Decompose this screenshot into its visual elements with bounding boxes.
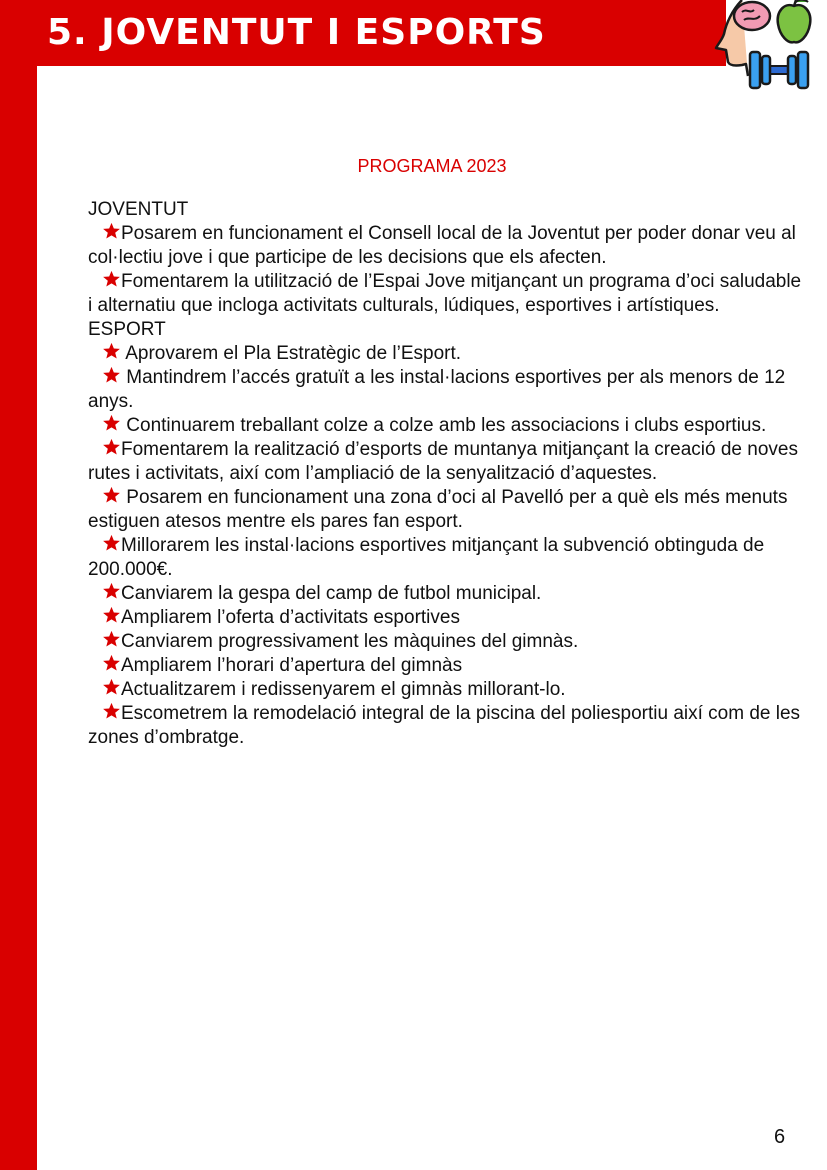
list-item: Continuarem treballant colze a colze amb les associacions i clubs esportius. <box>88 414 810 438</box>
star-icon <box>102 654 121 672</box>
list-item: Actualitzarem i redissenyarem el gimnàs millorant-lo. <box>88 678 810 702</box>
star-icon <box>102 222 121 240</box>
star-icon <box>102 678 121 696</box>
program-content <box>88 198 810 750</box>
list-item: Fomentarem la realització d’esports de muntanya mitjançant la creació de noves rutes i activitats, així com l’ampliació de la senyalització d’aquestes. <box>88 439 798 484</box>
star-icon <box>102 366 121 384</box>
page-number: 6 <box>774 1126 786 1148</box>
page-title: 5. JOVENTUT I ESPORTS <box>47 12 546 53</box>
list-item: Mantindrem l’accés gratuït a les instal·lacions esportives per als menors de 12 anys. <box>88 367 786 412</box>
list-item: Canviarem progressivament les màquines del gimnàs. <box>88 630 810 654</box>
star-icon <box>102 534 121 552</box>
star-icon <box>102 438 121 456</box>
brain-apple-dumbbell-icon <box>712 0 827 96</box>
star-icon <box>102 702 121 720</box>
list-item: Posarem en funcionament una zona d’oci al Pavelló per a què els més menuts estiguen atesos mentre els pares fan esport. <box>88 487 788 532</box>
list-item: Ampliarem l’horari d’apertura del gimnàs <box>88 654 810 678</box>
list-item: Millorarem les instal·lacions esportives mitjançant la subvenció obtinguda de 200.000€. <box>88 535 765 580</box>
section-joventut <box>88 198 810 318</box>
list-item: Ampliarem l’oferta d’activitats esportives <box>88 606 810 630</box>
list-item: Posarem en funcionament el Consell local de la Joventut per poder donar veu al col·lectiu jove i que participe de les decisions que els afecten. <box>88 223 796 268</box>
star-icon <box>102 486 121 504</box>
section-heading: JOVENTUT <box>88 199 189 220</box>
section-esport <box>88 318 810 750</box>
list-item: Canviarem la gespa del camp de futbol municipal. <box>88 582 810 606</box>
left-accent-bar <box>0 0 37 1170</box>
star-icon <box>102 606 121 624</box>
list-item: Escometrem la remodelació integral de la piscina del poliesportiu així com de les zones d’ombratge. <box>88 703 801 748</box>
section-heading: ESPORT <box>88 319 166 340</box>
star-icon <box>102 414 121 432</box>
star-icon <box>102 342 121 360</box>
star-icon <box>102 270 121 288</box>
star-icon <box>102 582 121 600</box>
star-icon <box>102 630 121 648</box>
program-title: PROGRAMA 2023 <box>357 156 507 176</box>
list-item: Fomentarem la utilització de l’Espai Jove mitjançant un programa d’oci saludable i alternatiu que incloga activitats culturals, lúdiques, esportives i artístiques. <box>88 271 802 316</box>
list-item: Aprovarem el Pla Estratègic de l’Esport. <box>88 342 810 366</box>
